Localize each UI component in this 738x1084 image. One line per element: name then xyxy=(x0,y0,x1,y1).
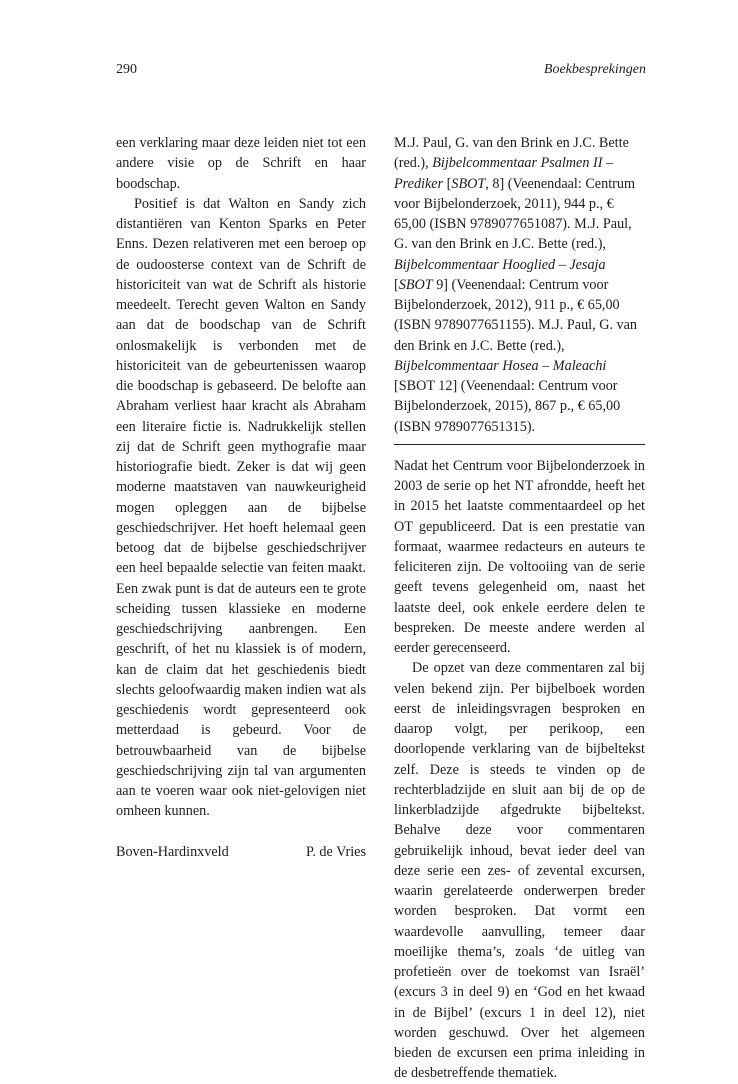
right-column xyxy=(394,133,645,1084)
series-name: SBOT xyxy=(398,276,433,293)
running-title: Boekbesprekingen xyxy=(543,62,646,77)
review-signoff xyxy=(116,842,366,862)
divider xyxy=(394,444,645,445)
paragraph: Positief is dat Walton en Sandy zich distantiëren van Kenton Sparks en Peter Enns. Dezen relativeren met een beroep op de oudoosterse context van de Schrift de historiciteit van wat de Schrift als historie meedeelt. Terecht geven Walton en Sandy aan dat de boodschap van de Schrift onlosmakelijk is verbonden met de historiciteit van de gebeurtenissen waarop die boodschap is gebaseerd. De belofte aan Abraham verliest haar kracht als Abraham een literaire fictie is. Nadrukkelijk stellen zij dat de Schrift geen mythografie maar historiografie biedt. Zeker is dat wij geen moderne maatstaven van nauwkeurigheid mogen opleggen aan de bijbelse geschiedschrijver. Het hoeft helemaal geen betoog dat de bijbelse geschiedschrijver een heel bepaalde selectie van feiten maakt. Een zwak punt is dat de auteurs een te grote scheiding tussen klassieke en moderne geschiedschrijving aanbrengen. Een geschrift, of het nu klassiek is of modern, kan de claim dat het geschiedenis biedt slechts geloofwaardig maken indien wat als geschiedenis wordt gepresenteerd ook metterdaad is gebeurd. Voor de betrouwbaarheid van de bijbelse geschiedschrijving zijn tal van argumenten aan te voeren waar ook niet-gelovigen niet omheen kunnen. xyxy=(116,195,366,820)
review-place: Boven-Hardinxveld xyxy=(116,843,229,860)
review-author: P. de Vries xyxy=(306,843,366,860)
left-column xyxy=(116,133,366,862)
paragraph: De opzet van deze commentaren zal bij velen bekend zijn. Per bijbelboek worden eerst de inleidingsvragen besproken en daarop volgt, per perikoop, een doorlopende verklaring van de bijbeltekst zelf. Deze is steeds te vinden op de rechterbladzijde en sluit aan bij de op de linkerbladzijde afgedrukte bijbeltekst. Behalve deze voor commentaren gebruikelijk inhoud, bevat ieder deel van deze serie een zes- of zevental excursen, waarin gerelateerde onderwerpen breder worden besproken. Dat vormt een waardevolle aanvulling, temeer daar moeilijke thema’s, zoals ‘de uitleg van profetieën over de toekomst van Israël’ (excurs 3 in deel 9) en ‘God en het kwaad in de Bijbel’ (excurs 1 in deel 12), niet worden geschuwd. Over het algemeen bieden de excursen een prima inleiding in de desbetreffende thematiek. xyxy=(394,660,645,1082)
book-title: Bijbelcommentaar Psalmen II – Prediker xyxy=(394,155,614,192)
series-name: SBOT xyxy=(451,175,486,192)
paragraph: een verklaring maar deze leiden niet tot een andere visie op de Schrift en haar boodschap. xyxy=(116,135,366,192)
page-number: 290 xyxy=(116,62,137,77)
page-header xyxy=(116,62,646,78)
paragraph: Nadat het Centrum voor Bijbelonderzoek in 2003 de serie op het NT afrondde, heeft het in 2015 het laatste commentaardeel op het OT gepubliceerd. Dat is een prestatie van formaat, waarmee redacteurs en auteurs te feliciteren zijn. De voltooiing van de serie geeft tevens gelegenheid om, naast het laatste deel, ook enkele eerdere delen te bespreken. De meeste andere werden al eerder gerecenseerd. xyxy=(394,457,645,656)
book-title: Bijbelcommentaar Hooglied – Jesaja xyxy=(394,256,606,273)
book-title: Bijbelcommentaar Hosea – Maleachi xyxy=(394,357,607,374)
book-citation: M.J. Paul, G. van den Brink en J.C. Bette (red.), Bijbelcommentaar Psalmen II – Prediker [SBOT, 8] (Veenendaal: Centrum voor Bijbelonderzoek, 2011), 944 p., € 65,00 (ISBN 9789077651087). M.J. Paul, G. van den Brink en J.C. Bette (red.), Bijbelcommentaar Hooglied – Jesaja [SBOT 9] (Veenendaal: Centrum voor Bijbelonderzoek, 2012), 911 p., € 65,00 (ISBN 9789077651155). M.J. Paul, G. van den Brink en J.C. Bette (red.), Bijbelcommentaar Hosea – Maleachi [SBOT 12] (Veenendaal: Centrum voor Bijbelonderzoek, 2015), 867 p., € 65,00 (ISBN 9789077651315). xyxy=(394,135,638,435)
